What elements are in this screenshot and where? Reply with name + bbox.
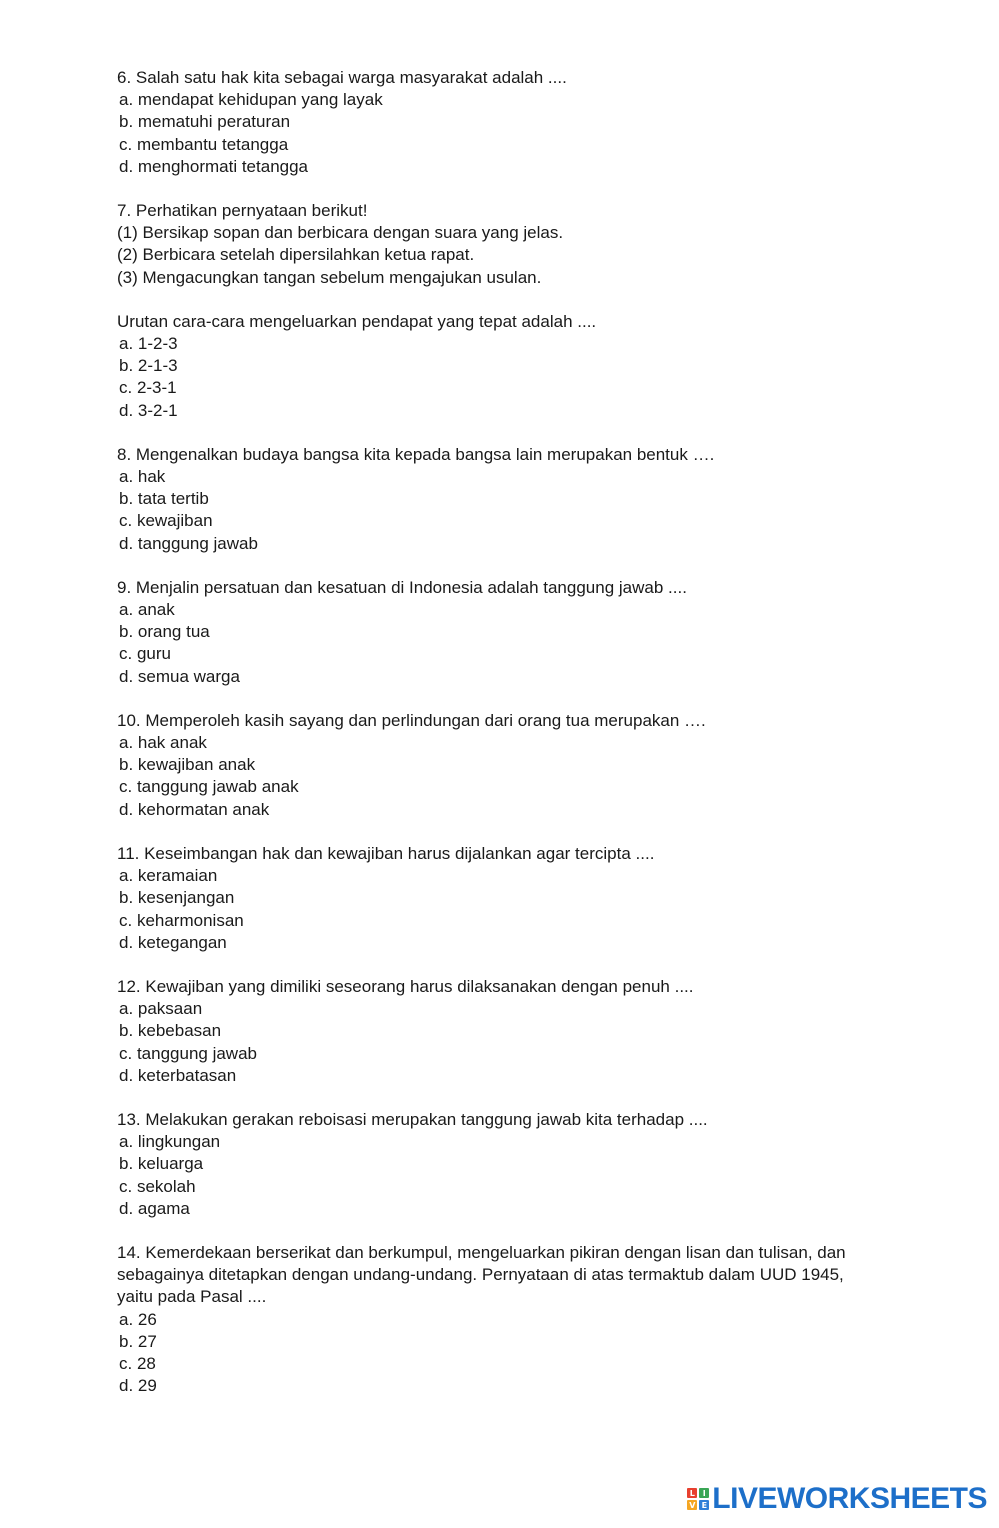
answer-option: b. tata tertib — [119, 489, 209, 509]
answer-option: a. lingkungan — [119, 1132, 221, 1152]
logo-letter: V — [689, 1500, 696, 1510]
answer-option: a. hak — [119, 467, 166, 487]
answer-option: d. 3-2-1 — [119, 400, 178, 420]
answer-option: a. hak anak — [119, 733, 207, 753]
question-text: 8. Mengenalkan budaya bangsa kita kepada bangsa lain merupakan bentuk …. — [117, 444, 715, 464]
answer-option: b. mematuhi peraturan — [119, 112, 291, 132]
answer-option: b. kesenjangan — [119, 888, 235, 908]
answer-option: b. kewajiban anak — [119, 755, 256, 775]
question-text: (3) Mengacungkan tangan sebelum mengajukan usulan. — [117, 267, 542, 287]
logo-grid-icon — [687, 1488, 709, 1510]
paragraph-gap — [117, 289, 917, 311]
answer-option: c. membantu tetangga — [119, 134, 289, 154]
question-text: (1) Bersikap sopan dan berbicara dengan suara yang jelas. — [117, 223, 564, 243]
worksheet — [117, 67, 917, 1419]
question-text: 9. Menjalin persatuan dan kesatuan di Indonesia adalah tanggung jawab .... — [117, 577, 687, 597]
question-text: 14. Kemerdekaan berserikat dan berkumpul, mengeluarkan pikiran dengan lisan dan tulisan, dan — [117, 1242, 846, 1262]
question-6 — [117, 67, 917, 178]
answer-option: d. agama — [119, 1198, 190, 1218]
answer-option: c. 2-3-1 — [119, 378, 177, 398]
answer-option: c. kewajiban — [119, 511, 213, 531]
answer-option: c. 28 — [119, 1353, 156, 1373]
answer-option: b. 27 — [119, 1331, 157, 1351]
answer-option: a. 26 — [119, 1309, 157, 1329]
answer-option: b. kebebasan — [119, 1021, 222, 1041]
question-13 — [117, 1109, 917, 1220]
answer-option: d. semua warga — [119, 666, 240, 686]
answer-option: c. tanggung jawab anak — [119, 777, 299, 797]
answer-option: a. mendapat kehidupan yang layak — [119, 90, 383, 110]
answer-option: d. 29 — [119, 1376, 157, 1396]
answer-option: c. keharmonisan — [119, 910, 244, 930]
question-12 — [117, 976, 917, 1087]
question-10 — [117, 710, 917, 821]
brand-wordmark: LIVEWORKSHEETS — [712, 1482, 987, 1515]
answer-option: d. keterbatasan — [119, 1065, 237, 1085]
question-text: 13. Melakukan gerakan reboisasi merupakan tanggung jawab kita terhadap .... — [117, 1109, 708, 1129]
answer-option: d. ketegangan — [119, 932, 227, 952]
answer-option: a. 1-2-3 — [119, 334, 178, 354]
question-8 — [117, 444, 917, 555]
question-text: Urutan cara-cara mengeluarkan pendapat yang tepat adalah .... — [117, 311, 597, 331]
logo-letter: L — [687, 1488, 697, 1498]
question-7 — [117, 200, 917, 422]
answer-option: a. paksaan — [119, 999, 203, 1019]
answer-option: b. orang tua — [119, 622, 210, 642]
logo-letter: E — [699, 1500, 709, 1510]
question-text: 7. Perhatikan pernyataan berikut! — [117, 201, 368, 221]
answer-option: b. 2-1-3 — [119, 356, 178, 376]
liveworksheets-logo — [687, 1482, 987, 1516]
answer-option: d. kehormatan anak — [119, 799, 270, 819]
answer-option: c. guru — [119, 644, 171, 664]
question-9 — [117, 577, 917, 688]
answer-option: c. sekolah — [119, 1176, 196, 1196]
answer-option: a. anak — [119, 600, 175, 620]
question-text: yaitu pada Pasal .... — [117, 1287, 267, 1307]
question-text: 6. Salah satu hak kita sebagai warga masyarakat adalah .... — [117, 68, 567, 87]
answer-option: d. tanggung jawab — [119, 533, 258, 553]
answer-option: b. keluarga — [119, 1154, 204, 1174]
question-14 — [117, 1242, 917, 1397]
answer-option: c. tanggung jawab — [119, 1043, 257, 1063]
question-text: 11. Keseimbangan hak dan kewajiban harus dijalankan agar tercipta .... — [117, 843, 655, 863]
logo-letter: I — [699, 1488, 709, 1498]
question-text: 10. Memperoleh kasih sayang dan perlindungan dari orang tua merupakan …. — [117, 710, 706, 730]
question-11 — [117, 843, 917, 954]
question-text: sebagainya ditetapkan dengan undang-undang. Pernyataan di atas termaktub dalam UUD 1945, — [117, 1265, 844, 1285]
question-text: 12. Kewajiban yang dimiliki seseorang harus dilaksanakan dengan penuh .... — [117, 976, 694, 996]
answer-option: d. menghormati tetangga — [119, 156, 309, 176]
answer-option: a. keramaian — [119, 866, 218, 886]
question-text: (2) Berbicara setelah dipersilahkan ketua rapat. — [117, 245, 475, 265]
